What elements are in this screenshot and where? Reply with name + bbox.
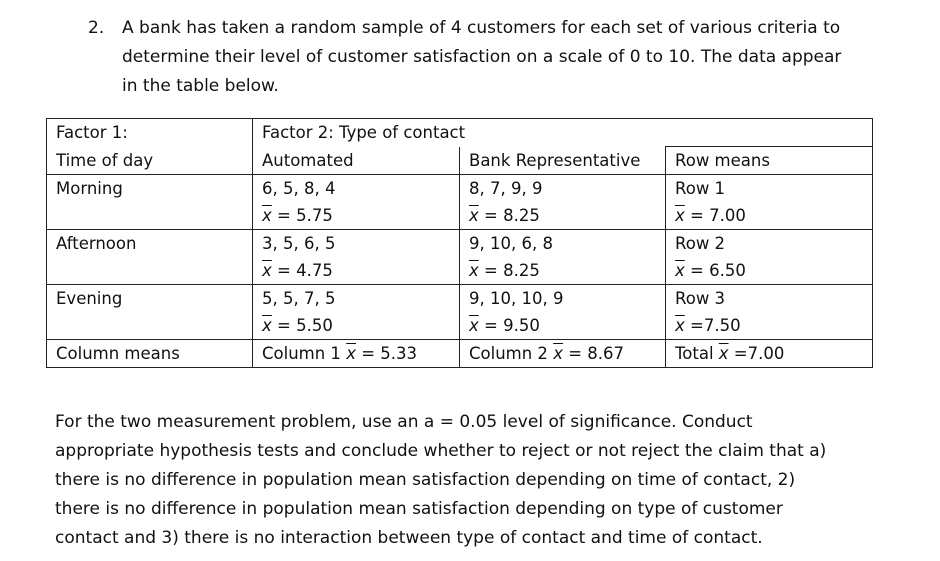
mean-value: = 4.75 — [271, 261, 333, 280]
closing-line: there is no difference in population mean satisfaction depending on time of contact, 2) — [55, 470, 796, 490]
mean-value: = 5.50 — [271, 316, 333, 335]
cell-values: 9, 10, 10, 9 — [460, 285, 666, 313]
table-row — [47, 175, 873, 203]
cell-values: 8, 7, 9, 9 — [460, 175, 666, 203]
xbar-symbol: $\overline{x}$ — [469, 261, 479, 280]
xbar-symbol: $\overline{x}$ — [469, 206, 479, 225]
row-label-afternoon: Afternoon — [47, 230, 253, 258]
row-mean-label: Row 2 — [666, 230, 873, 258]
mean-prefix: Column 2 — [469, 344, 554, 363]
empty-cell — [47, 257, 253, 285]
table-row — [47, 147, 873, 175]
xbar-symbol: $\overline{x}$ — [718, 344, 729, 363]
mean-value: = 9.50 — [478, 316, 540, 335]
closing-line: there is no difference in population mean satisfaction depending on type of customer — [55, 499, 783, 519]
mean-value: = 6.50 — [684, 261, 746, 280]
table-row — [47, 202, 873, 230]
total-mean — [666, 340, 873, 368]
xbar-symbol: $\overline{x}$ — [469, 316, 479, 335]
xbar-symbol: $\overline{x}$ — [675, 316, 685, 335]
xbar-symbol: $\overline{x}$ — [553, 344, 563, 363]
col-header-bank-rep: Bank Representative — [460, 147, 666, 175]
cell-mean — [460, 202, 666, 230]
xbar-symbol: $\overline{x}$ — [262, 261, 272, 280]
cell-values: 6, 5, 8, 4 — [253, 175, 460, 203]
intro-line: A bank has taken a random sample of 4 customers for each set of various criteria to — [122, 18, 841, 38]
factor1-sub: Time of day — [47, 147, 253, 175]
row-label-morning: Morning — [47, 175, 253, 203]
xbar-symbol: $\overline{x}$ — [262, 206, 272, 225]
intro-line: in the table below. — [122, 76, 279, 96]
table-row — [47, 257, 873, 285]
xbar-symbol: $\overline{x}$ — [346, 344, 356, 363]
cell-values: 9, 10, 6, 8 — [460, 230, 666, 258]
xbar-symbol: $\overline{x}$ — [675, 261, 685, 280]
closing-line: appropriate hypothesis tests and conclude whether to reject or not reject the claim that a) — [55, 441, 827, 461]
mean-prefix: Total — [675, 344, 719, 363]
row-mean — [666, 202, 873, 230]
row-mean — [666, 312, 873, 340]
satisfaction-table — [46, 118, 873, 368]
row-mean — [666, 257, 873, 285]
mean-value: =7.00 — [728, 344, 785, 363]
cell-mean — [253, 257, 460, 285]
mean-value: = 5.75 — [271, 206, 333, 225]
xbar-symbol: $\overline{x}$ — [262, 316, 272, 335]
empty-cell — [47, 202, 253, 230]
mean-value: = 7.00 — [684, 206, 746, 225]
closing-paragraph — [55, 408, 915, 553]
cell-values: 5, 5, 7, 5 — [253, 285, 460, 313]
problem-statement — [122, 14, 882, 101]
cell-mean — [253, 202, 460, 230]
intro-line: determine their level of customer satisfaction on a scale of 0 to 10. The data appear — [122, 47, 842, 67]
mean-value: = 8.25 — [478, 206, 540, 225]
cell-mean — [253, 312, 460, 340]
problem-number: 2. — [88, 18, 105, 38]
factor2-label: Factor 2: Type of contact — [253, 119, 873, 147]
mean-prefix: Column 1 — [262, 344, 347, 363]
col-header-automated: Automated — [253, 147, 460, 175]
table-row — [47, 230, 873, 258]
mean-value: = 5.33 — [355, 344, 418, 363]
table-row — [47, 119, 873, 147]
column-means-label: Column means — [47, 340, 253, 368]
cell-mean — [460, 257, 666, 285]
closing-line: contact and 3) there is no interaction between type of contact and time of contact. — [55, 528, 763, 548]
empty-cell — [47, 312, 253, 340]
cell-values: 3, 5, 6, 5 — [253, 230, 460, 258]
mean-value: = 8.25 — [478, 261, 540, 280]
cell-mean — [460, 312, 666, 340]
row-mean-label: Row 3 — [666, 285, 873, 313]
xbar-symbol: $\overline{x}$ — [675, 206, 685, 225]
mean-value: = 8.67 — [562, 344, 625, 363]
column1-mean — [253, 340, 460, 368]
row-label-evening: Evening — [47, 285, 253, 313]
column2-mean — [460, 340, 666, 368]
factor1-label: Factor 1: — [47, 119, 253, 147]
table-row — [47, 340, 873, 368]
mean-value: =7.50 — [684, 316, 741, 335]
col-header-row-means: Row means — [666, 147, 873, 175]
table-row — [47, 285, 873, 313]
closing-line: For the two measurement problem, use an a = 0.05 level of significance. Conduct — [55, 412, 753, 432]
table-row — [47, 312, 873, 340]
row-mean-label: Row 1 — [666, 175, 873, 203]
